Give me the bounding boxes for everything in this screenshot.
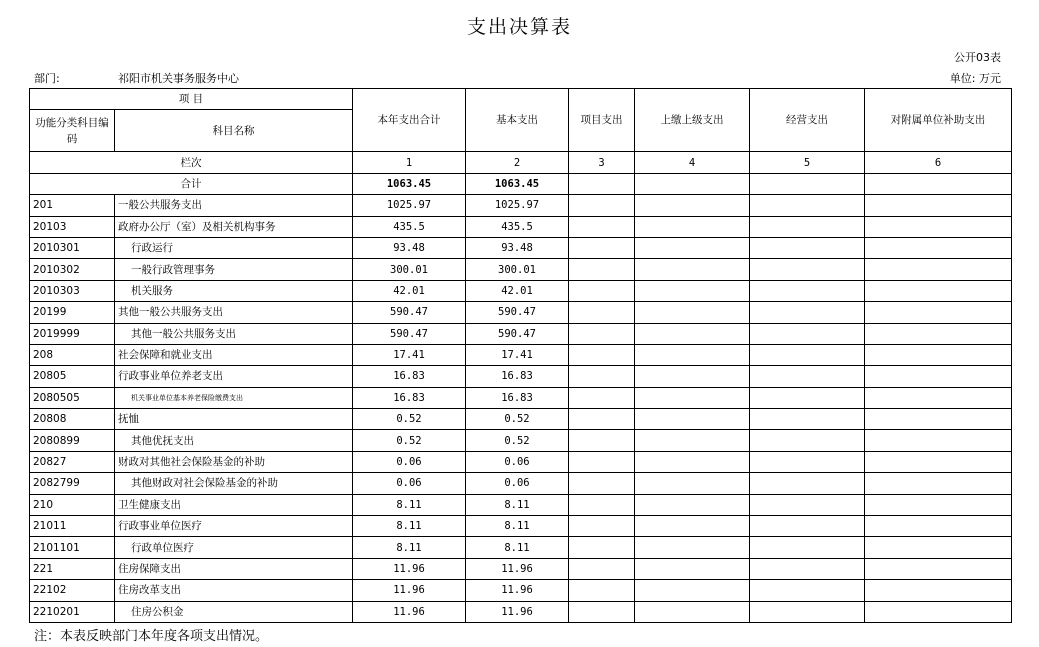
header-name: 科目名称 (115, 110, 353, 152)
header-col-business: 经营支出 (750, 89, 865, 152)
row-basic: 8.11 (466, 537, 569, 558)
table-row (30, 366, 1012, 387)
row-upper (635, 237, 750, 258)
table-row (30, 216, 1012, 237)
seq-4: 4 (635, 152, 750, 173)
row-code: 210 (30, 494, 115, 515)
row-basic: 8.11 (466, 494, 569, 515)
row-upper (635, 516, 750, 537)
row-total: 1025.97 (353, 195, 466, 216)
row-subsidy (865, 558, 1012, 579)
row-name: 一般行政管理事务 (115, 259, 353, 280)
row-business (750, 323, 865, 344)
row-subsidy (865, 280, 1012, 301)
row-project (569, 366, 635, 387)
row-name: 其他一般公共服务支出 (115, 302, 353, 323)
row-total: 590.47 (353, 302, 466, 323)
table-row (30, 280, 1012, 301)
row-subsidy (865, 323, 1012, 344)
row-total: 0.52 (353, 430, 466, 451)
table-row (30, 302, 1012, 323)
row-total: 16.83 (353, 366, 466, 387)
row-name: 一般公共服务支出 (115, 195, 353, 216)
row-subsidy (865, 537, 1012, 558)
row-project (569, 237, 635, 258)
row-code: 2010301 (30, 237, 115, 258)
seq-2: 2 (466, 152, 569, 173)
row-business (750, 558, 865, 579)
seq-6: 6 (865, 152, 1012, 173)
row-business (750, 516, 865, 537)
row-project (569, 323, 635, 344)
row-business (750, 387, 865, 408)
table-row (30, 323, 1012, 344)
row-total: 11.96 (353, 601, 466, 622)
row-basic: 0.06 (466, 451, 569, 472)
row-name: 机关服务 (115, 280, 353, 301)
row-total: 11.96 (353, 558, 466, 579)
row-subsidy (865, 451, 1012, 472)
row-business (750, 216, 865, 237)
row-business (750, 366, 865, 387)
row-total: 11.96 (353, 580, 466, 601)
row-basic: 0.06 (466, 473, 569, 494)
row-code: 20199 (30, 302, 115, 323)
row-code: 2080505 (30, 387, 115, 408)
table-row (30, 601, 1012, 622)
row-subsidy (865, 387, 1012, 408)
row-subsidy (865, 430, 1012, 451)
row-upper (635, 451, 750, 472)
row-project (569, 216, 635, 237)
row-total: 0.06 (353, 451, 466, 472)
table-row (30, 537, 1012, 558)
row-basic: 42.01 (466, 280, 569, 301)
row-code: 20827 (30, 451, 115, 472)
table-row (30, 344, 1012, 365)
row-total: 300.01 (353, 259, 466, 280)
row-basic: 17.41 (466, 344, 569, 365)
header-col-basic: 基本支出 (466, 89, 569, 152)
row-subsidy (865, 344, 1012, 365)
row-basic: 16.83 (466, 366, 569, 387)
row-basic: 93.48 (466, 237, 569, 258)
row-business (750, 451, 865, 472)
table-row (30, 409, 1012, 430)
row-code: 2010303 (30, 280, 115, 301)
row-project (569, 494, 635, 515)
row-code: 2080899 (30, 430, 115, 451)
header-item: 项 目 (30, 89, 353, 110)
row-total: 8.11 (353, 494, 466, 515)
header-col-subsidy: 对附属单位补助支出 (865, 89, 1012, 152)
row-project (569, 195, 635, 216)
row-name: 行政运行 (115, 237, 353, 258)
row-subsidy (865, 237, 1012, 258)
row-code: 2101101 (30, 537, 115, 558)
row-code: 208 (30, 344, 115, 365)
row-project (569, 280, 635, 301)
row-project (569, 580, 635, 601)
table-row (30, 580, 1012, 601)
row-name: 其他优抚支出 (115, 430, 353, 451)
row-project (569, 409, 635, 430)
row-business (750, 430, 865, 451)
row-subsidy (865, 409, 1012, 430)
row-business (750, 237, 865, 258)
row-basic: 11.96 (466, 558, 569, 579)
row-upper (635, 580, 750, 601)
row-name: 住房改革支出 (115, 580, 353, 601)
row-business (750, 195, 865, 216)
table-row (30, 430, 1012, 451)
row-total: 16.83 (353, 387, 466, 408)
row-project (569, 516, 635, 537)
row-subsidy (865, 195, 1012, 216)
row-subsidy (865, 366, 1012, 387)
row-business (750, 580, 865, 601)
table-row (30, 451, 1012, 472)
row-name: 行政事业单位医疗 (115, 516, 353, 537)
row-business (750, 259, 865, 280)
row-basic: 11.96 (466, 601, 569, 622)
row-code: 2082799 (30, 473, 115, 494)
row-project (569, 259, 635, 280)
row-code: 20808 (30, 409, 115, 430)
row-total: 17.41 (353, 344, 466, 365)
row-upper (635, 195, 750, 216)
seq-5: 5 (750, 152, 865, 173)
row-project (569, 558, 635, 579)
seq-label: 栏次 (30, 152, 353, 173)
row-project (569, 601, 635, 622)
row-name: 抚恤 (115, 409, 353, 430)
total-label: 合计 (30, 173, 353, 194)
header-code: 功能分类科目编码 (30, 110, 115, 152)
row-total: 8.11 (353, 516, 466, 537)
row-upper (635, 387, 750, 408)
row-business (750, 409, 865, 430)
row-code: 2010302 (30, 259, 115, 280)
header-col-upper: 上缴上级支出 (635, 89, 750, 152)
row-business (750, 302, 865, 323)
row-basic: 435.5 (466, 216, 569, 237)
row-business (750, 473, 865, 494)
row-total: 435.5 (353, 216, 466, 237)
footnote: 注：本表反映部门本年度各项支出情况。 (34, 629, 269, 644)
header-col-project: 项目支出 (569, 89, 635, 152)
department-name: 祁阳市机关事务服务中心 (118, 72, 239, 85)
header-col-total: 本年支出合计 (353, 89, 466, 152)
row-code: 2019999 (30, 323, 115, 344)
total-amount: 1063.45 (353, 173, 466, 194)
row-upper (635, 473, 750, 494)
row-code: 21011 (30, 516, 115, 537)
row-name: 住房保障支出 (115, 558, 353, 579)
row-project (569, 302, 635, 323)
row-name: 其他一般公共服务支出 (115, 323, 353, 344)
row-project (569, 537, 635, 558)
row-upper (635, 259, 750, 280)
row-project (569, 451, 635, 472)
row-total: 0.52 (353, 409, 466, 430)
row-subsidy (865, 601, 1012, 622)
row-subsidy (865, 516, 1012, 537)
row-basic: 11.96 (466, 580, 569, 601)
row-basic: 8.11 (466, 516, 569, 537)
row-name: 机关事业单位基本养老保险缴费支出 (115, 387, 353, 408)
row-subsidy (865, 580, 1012, 601)
row-code: 2210201 (30, 601, 115, 622)
table-row (30, 259, 1012, 280)
row-basic: 0.52 (466, 430, 569, 451)
form-number: 公开03表 (954, 51, 1001, 64)
row-upper (635, 280, 750, 301)
row-upper (635, 344, 750, 365)
table-row (30, 558, 1012, 579)
row-subsidy (865, 216, 1012, 237)
row-business (750, 344, 865, 365)
seq-3: 3 (569, 152, 635, 173)
row-name: 卫生健康支出 (115, 494, 353, 515)
row-basic: 1025.97 (466, 195, 569, 216)
table-row (30, 195, 1012, 216)
row-code: 22102 (30, 580, 115, 601)
row-code: 20103 (30, 216, 115, 237)
row-total: 93.48 (353, 237, 466, 258)
row-name: 政府办公厅（室）及相关机构事务 (115, 216, 353, 237)
row-basic: 16.83 (466, 387, 569, 408)
row-project (569, 473, 635, 494)
row-code: 201 (30, 195, 115, 216)
row-basic: 0.52 (466, 409, 569, 430)
row-upper (635, 601, 750, 622)
row-basic: 300.01 (466, 259, 569, 280)
row-total: 590.47 (353, 323, 466, 344)
table-row (30, 473, 1012, 494)
row-upper (635, 558, 750, 579)
row-name: 行政事业单位养老支出 (115, 366, 353, 387)
total-basic: 1063.45 (466, 173, 569, 194)
row-upper (635, 409, 750, 430)
row-name: 住房公积金 (115, 601, 353, 622)
row-upper (635, 216, 750, 237)
row-project (569, 430, 635, 451)
row-total: 42.01 (353, 280, 466, 301)
table-row (30, 387, 1012, 408)
row-total: 0.06 (353, 473, 466, 494)
row-business (750, 494, 865, 515)
row-code: 221 (30, 558, 115, 579)
row-basic: 590.47 (466, 302, 569, 323)
row-business (750, 601, 865, 622)
table-row (30, 237, 1012, 258)
row-upper (635, 430, 750, 451)
table-row (30, 494, 1012, 515)
row-upper (635, 494, 750, 515)
row-project (569, 344, 635, 365)
row-name: 其他财政对社会保险基金的补助 (115, 473, 353, 494)
row-subsidy (865, 473, 1012, 494)
row-subsidy (865, 302, 1012, 323)
department-label: 部门: (34, 72, 60, 85)
expenditure-table (29, 88, 1012, 623)
row-upper (635, 302, 750, 323)
row-name: 财政对其他社会保险基金的补助 (115, 451, 353, 472)
seq-1: 1 (353, 152, 466, 173)
row-upper (635, 366, 750, 387)
row-project (569, 387, 635, 408)
row-name: 行政单位医疗 (115, 537, 353, 558)
row-name: 社会保障和就业支出 (115, 344, 353, 365)
row-basic: 590.47 (466, 323, 569, 344)
row-business (750, 280, 865, 301)
row-upper (635, 323, 750, 344)
row-subsidy (865, 494, 1012, 515)
page-title: 支出决算表 (466, 16, 572, 38)
row-business (750, 537, 865, 558)
row-subsidy (865, 259, 1012, 280)
unit-label: 单位: 万元 (949, 72, 1001, 85)
table-row (30, 516, 1012, 537)
row-upper (635, 537, 750, 558)
row-code: 20805 (30, 366, 115, 387)
row-total: 8.11 (353, 537, 466, 558)
